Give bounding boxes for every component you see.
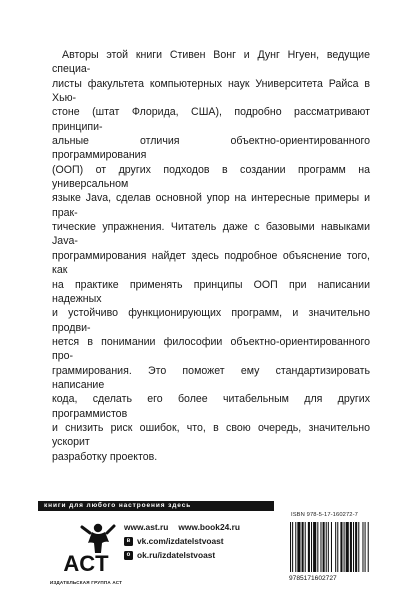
description-line: тические упражнения. Читатель даже с базовыми навыками Java-: [52, 221, 370, 248]
logo-text: ACT: [63, 551, 109, 576]
barcode-bar: [305, 522, 306, 572]
websites-row: [124, 521, 240, 533]
description-line: и снизить риск ошибок, что, в свою очередь, значительно ускорит: [52, 421, 370, 449]
description-line: стоне (штат Флорида, США), подробно рассматривают принципи-: [52, 106, 370, 133]
description-line: альные отличия объектно-ориентированного программирования: [52, 135, 370, 162]
barcode-bar: [337, 522, 338, 572]
barcode-bar: [326, 522, 327, 572]
description-line: и устойчиво функционирующих программ, и значительно продви-: [52, 307, 370, 334]
barcode-digits: 9785171602727: [289, 575, 337, 582]
barcode-bar: [302, 522, 304, 572]
barcode-bar: [313, 522, 316, 572]
description-line: нется в понимании философии объектно-ориентированного про-: [52, 335, 370, 363]
barcode-bar: [292, 522, 293, 572]
description-line: на практике применять принципы ООП при написании надежных: [52, 278, 370, 305]
links-block: [124, 521, 240, 561]
barcode-bar: [328, 522, 329, 572]
publisher-name: ИЗДАТЕЛЬСКАЯ ГРУППА АСТ: [49, 580, 123, 585]
barcode-bar: [308, 522, 310, 572]
website-link-ast[interactable]: www.ast.ru: [124, 522, 169, 532]
isbn-label: ISBN 978-5-17-160272-7: [291, 512, 358, 518]
barcode-image: [288, 520, 380, 582]
barcode-bar: [335, 522, 336, 572]
description-line: Авторы этой книги Стивен Вонг и Дунг Нгуен, ведущие специа-: [52, 49, 370, 76]
description-line: граммирования. Это поможет ему стандартизировать написание: [52, 364, 370, 391]
barcode-bar: [297, 522, 300, 572]
barcode-bar: [317, 522, 318, 572]
description-line: (ООП) от других подходов в создании программ на универсальном: [52, 163, 370, 191]
barcode-bar: [295, 522, 296, 572]
description-line: разработку проектов.: [52, 450, 158, 463]
description-line: листы факультета компьютерных наук Университета Райса в Хью-: [52, 77, 370, 105]
barcode-bar: [355, 522, 357, 572]
barcode-bar: [311, 522, 312, 572]
barcode-bar: [320, 522, 321, 572]
ok-row[interactable]: [124, 549, 240, 561]
barcode-bar: [323, 522, 325, 572]
ast-logo-icon: [52, 519, 124, 581]
description-line: программирования найдет здесь подробное объяснение того, как: [52, 249, 370, 277]
ok-icon: о: [124, 551, 133, 560]
barcode-bar: [290, 522, 291, 572]
barcode-bar: [358, 522, 359, 572]
ast-logo: [52, 519, 124, 581]
barcode-bar: [340, 522, 342, 572]
barcode-bar: [362, 522, 363, 572]
website-link-book24[interactable]: www.book24.ru: [178, 522, 240, 532]
description-text: [52, 48, 370, 464]
barcode: [288, 520, 380, 582]
description-line: языке Java, сделав основной упор на интересные примеры и прак-: [52, 192, 370, 219]
barcode-bar: [353, 522, 354, 572]
barcode-bar: [331, 522, 332, 572]
description-line: кода, сделать его более читабельным для других программистов: [52, 393, 370, 420]
barcode-bar: [350, 522, 352, 572]
barcode-bar: [368, 522, 369, 572]
vk-row[interactable]: [124, 535, 240, 547]
barcode-bar: [344, 522, 345, 572]
vk-icon: в: [124, 537, 133, 546]
slogan-bar: книги для любого настроения здесь: [38, 501, 274, 511]
vk-link[interactable]: vk.com/izdatelstvoast: [137, 536, 224, 546]
barcode-bar: [365, 522, 366, 572]
barcode-bar: [346, 522, 349, 572]
ok-link[interactable]: ok.ru/izdatelstvoast: [137, 550, 216, 560]
